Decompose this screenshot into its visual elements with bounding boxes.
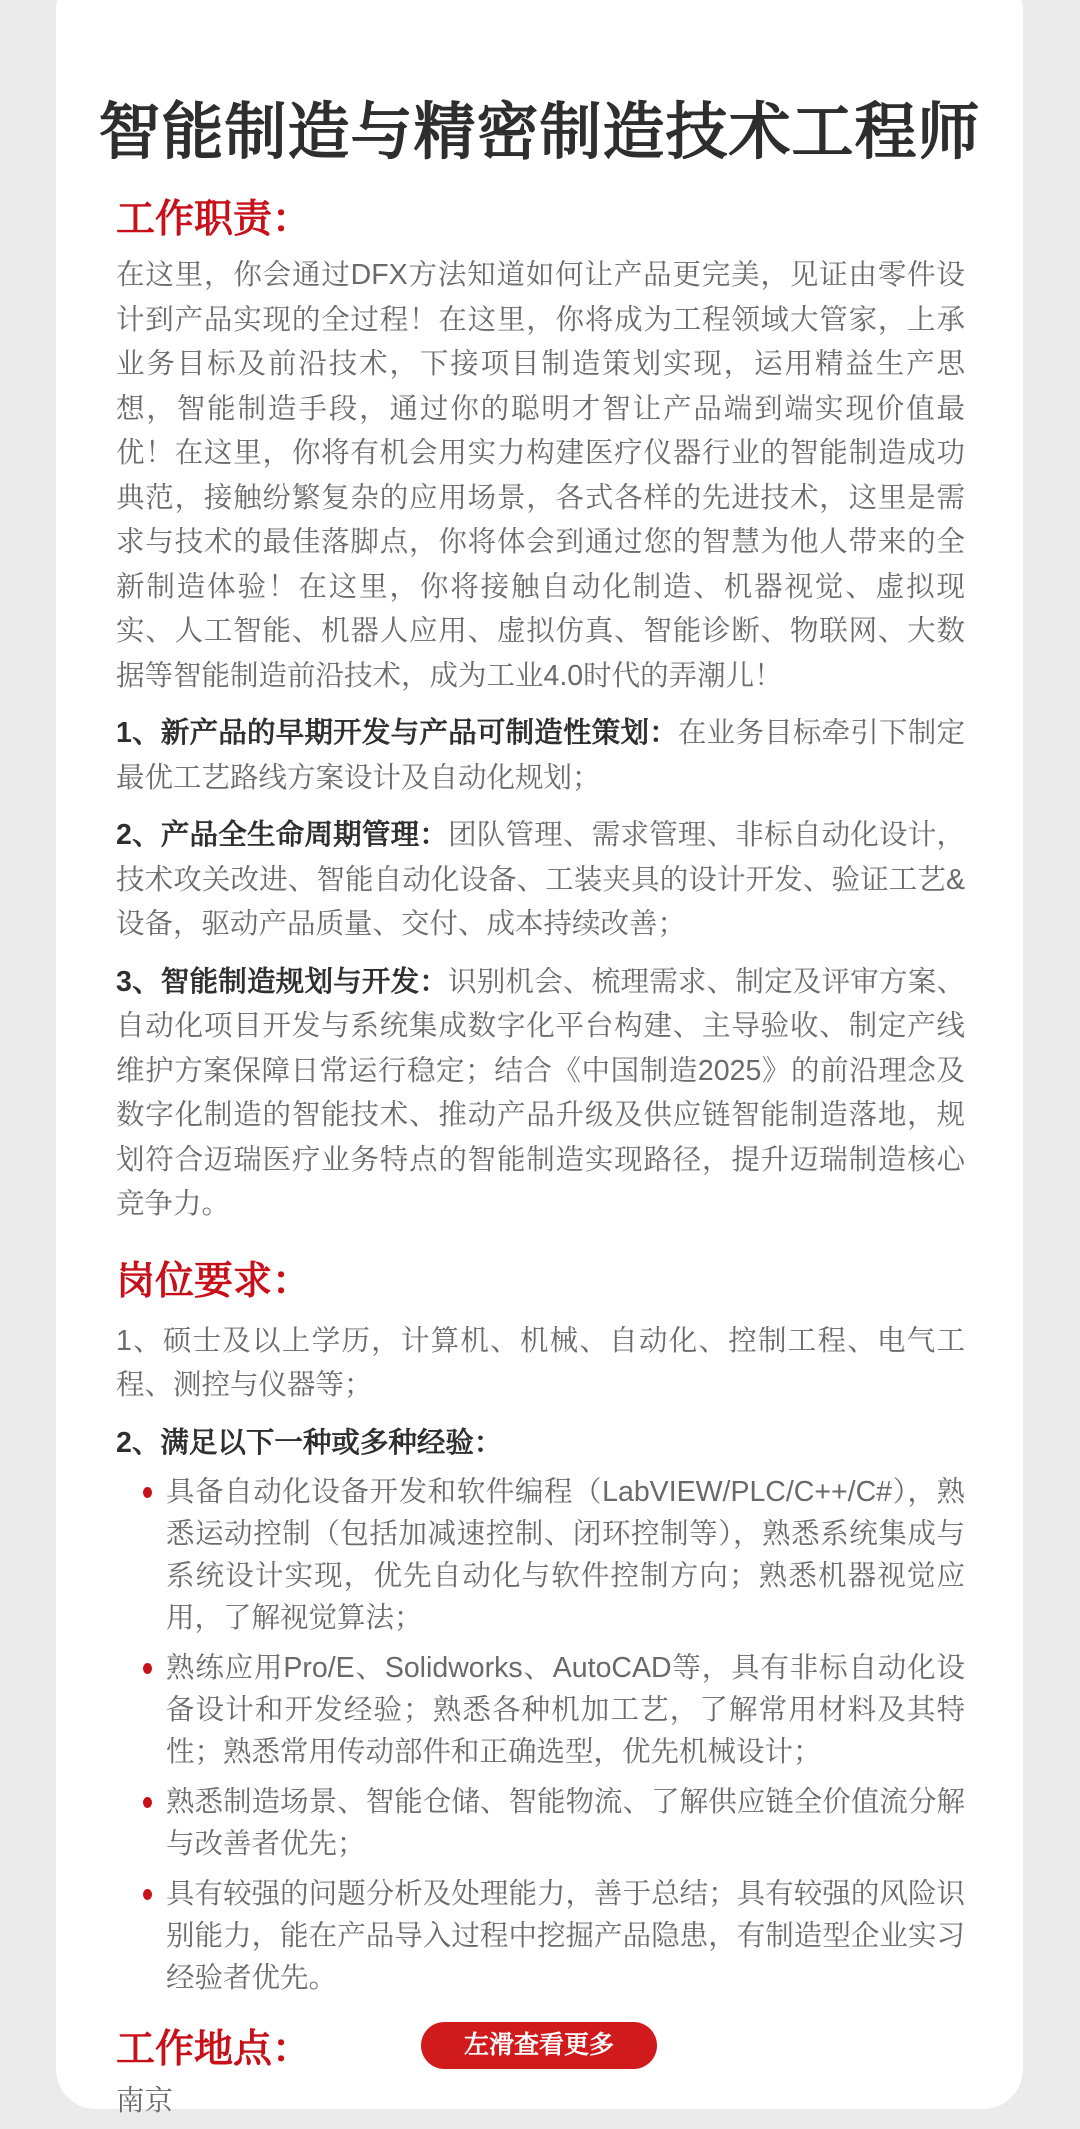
duties-heading: 工作职责： <box>116 198 312 241</box>
requirement-item-2: 2、满足以下一种或多种经验： <box>116 1426 503 1459</box>
experience-list <box>116 1471 965 1999</box>
list-item <box>166 1873 965 1999</box>
list-item-text: 具备自动化设备开发和软件编程（LabVIEW/PLC/C++/C#），熟悉运动控制（包括加减速控制、闭环控制等），熟悉系统集成与系统设计实现，优先自动化与软件控制方向；熟悉机器视觉应用，了解视觉算法； <box>166 1476 965 1634</box>
bullet-icon <box>143 1889 152 1900</box>
list-item-text: 熟练应用Pro/E、Solidworks、AutoCAD等，具有非标自动化设备设计和开发经验；熟悉各种机加工艺，了解常用材料及其特性；熟悉常用传动部件和正确选型，优先机械设计； <box>166 1652 965 1768</box>
job-content <box>116 195 965 2124</box>
location-heading: 工作地点： <box>116 2028 312 2071</box>
duty-item-3 <box>116 960 965 1227</box>
duty-item-label: 1、新产品的早期开发与产品可制造性策划： <box>116 717 678 749</box>
bullet-icon <box>143 1797 152 1808</box>
list-item-text: 具有较强的问题分析及处理能力，善于总结；具有较强的风险识别能力，能在产品导入过程中挖掘产品隐患，有制造型企业实习经验者优先。 <box>166 1878 965 1994</box>
list-item-text: 熟悉制造场景、智能仓储、智能物流、了解供应链全价值流分解与改善者优先； <box>166 1786 965 1860</box>
duty-item-1 <box>116 711 965 800</box>
duty-item-2 <box>116 813 965 947</box>
list-item <box>166 1781 965 1865</box>
list-item <box>166 1471 965 1639</box>
job-card <box>56 0 1023 2117</box>
duty-item-label: 2、产品全生命周期管理： <box>116 819 449 851</box>
duty-item-text: 识别机会、梳理需求、制定及评审方案、自动化项目开发与系统集成数字化平台构建、主导验收、制定产线维护方案保障日常运行稳定；结合《中国制造2025》的前沿理念及数字化制造的智能技术、推动产品升级及供应链智能制造落地，规划符合迈瑞医疗业务特点的智能制造实现路径，提升迈瑞制造核心竞争力。 <box>116 965 965 1220</box>
location-value: 南京 <box>116 2085 174 2117</box>
swipe-more-button[interactable]: 左滑查看更多 <box>421 2022 657 2069</box>
duty-item-label: 3、智能制造规划与开发： <box>116 965 449 998</box>
bullet-icon <box>143 1663 152 1674</box>
requirement-item-1: 1、硕士及以上学历，计算机、机械、自动化、控制工程、电气工程、测控与仪器等； <box>116 1324 965 1401</box>
duties-intro: 在这里，你会通过DFX方法知道如何让产品更完美，见证由零件设计到产品实现的全过程！在这里，你将成为工程领域大管家，上承业务目标及前沿技术，下接项目制造策划实现，运用精益生产思想，智能制造手段，通过你的聪明才智让产品端到端实现价值最优！在这里，你将有机会用实力构建医疗仪器行业的智能制造成功典范，接触纷繁复杂的应用场景，各式各样的先进技术，这里是需求与技术的最佳落脚点，你将体会到通过您的智慧为他人带来的全新制造体验！在这里，你将接触自动化制造、机器视觉、虚拟现实、人工智能、机器人应用、虚拟仿真、智能诊断、物联网、大数据等智能制造前沿技术，成为工业4.0时代的弄潮儿！ <box>116 259 965 692</box>
duty-item-text: 在业务目标牵引下制定最优工艺路线方案设计及自动化规划； <box>116 717 965 794</box>
requirements-heading: 岗位要求： <box>116 1259 312 1303</box>
page-title: 智能制造与精密制造技术工程师 <box>98 98 981 167</box>
list-item <box>166 1647 965 1773</box>
bullet-icon <box>143 1487 152 1498</box>
duty-item-text: 团队管理、需求管理、非标自动化设计，技术攻关改进、智能自动化设备、工装夹具的设计开发、验证工艺&设备，驱动产品质量、交付、成本持续改善； <box>116 819 965 940</box>
